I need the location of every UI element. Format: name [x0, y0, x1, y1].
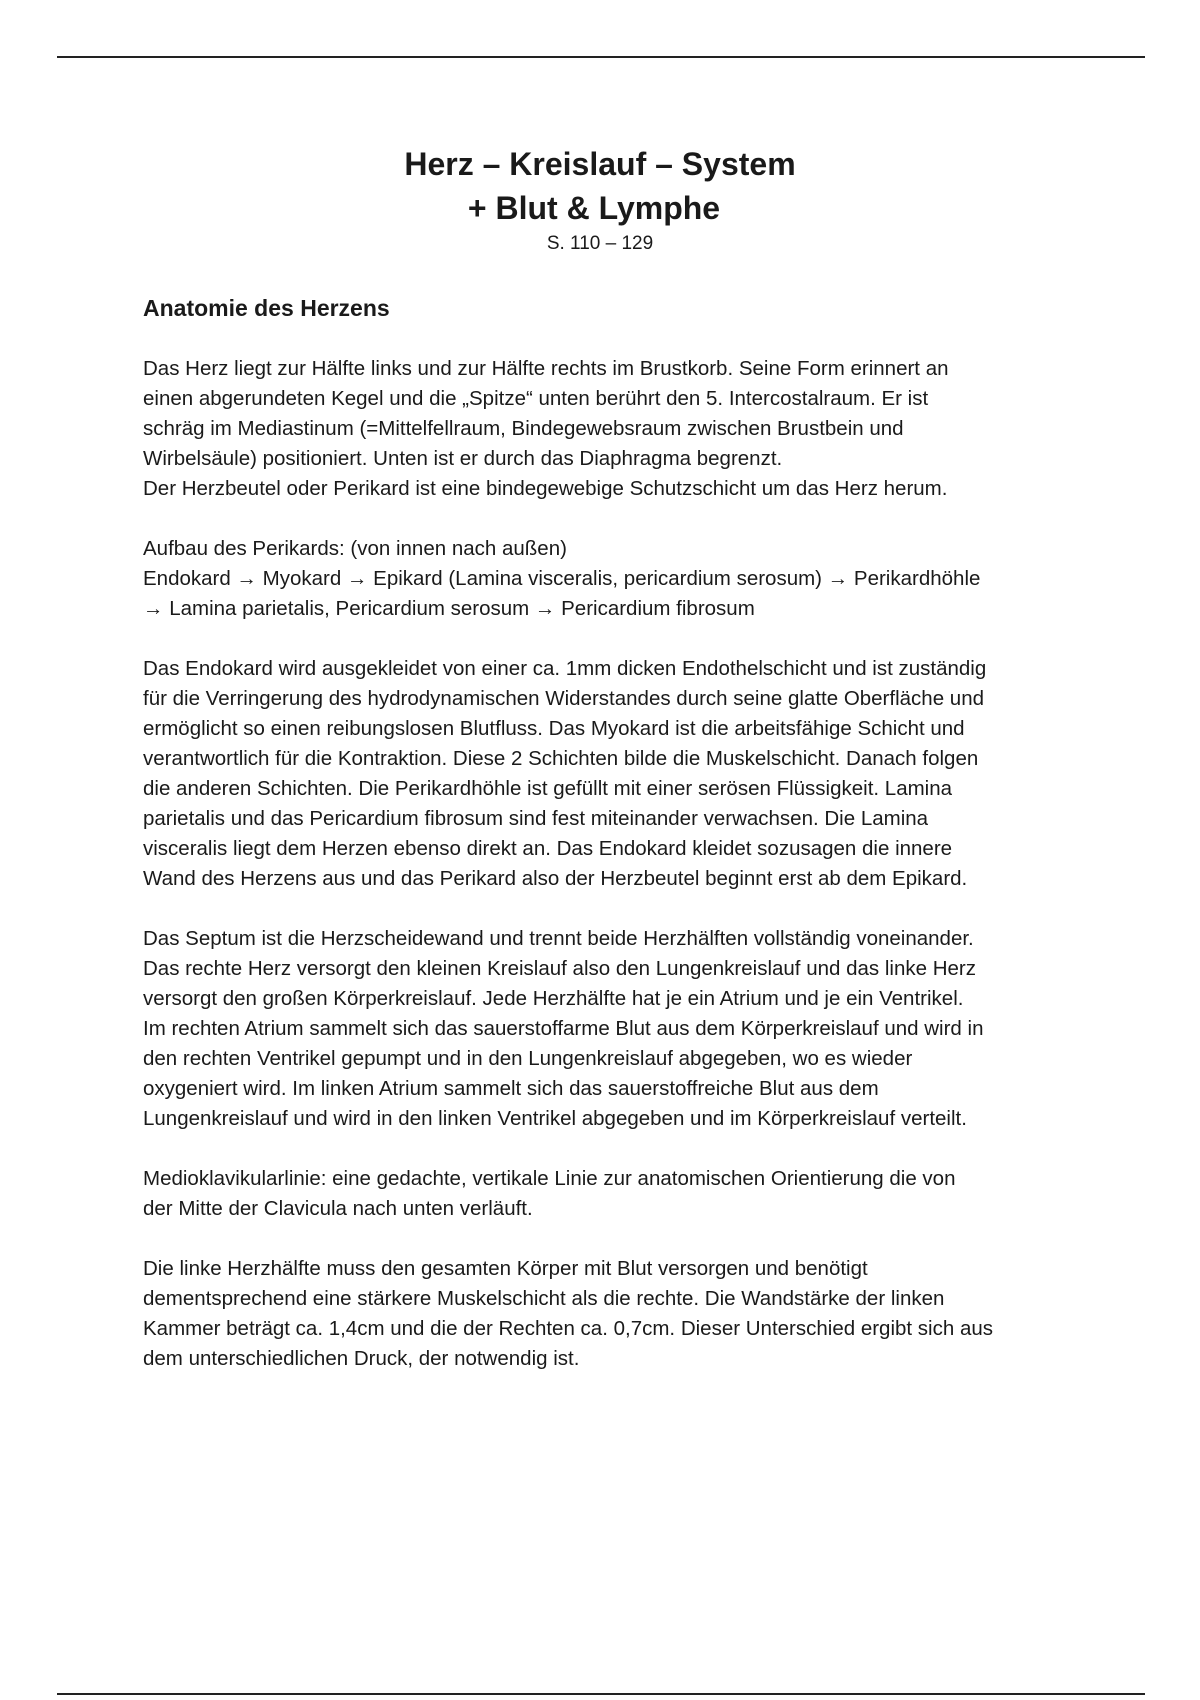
text-line: den rechten Ventrikel gepumpt und in den Lungenkreislauf abgegeben, wo es wieder	[143, 1047, 913, 1070]
text-line: Der Herzbeutel oder Perikard ist eine bindegewebige Schutzschicht um das Herz herum.	[143, 477, 948, 500]
document-body	[143, 292, 1063, 1404]
bottom-rule	[57, 1693, 1145, 1695]
text-line: Endokard → Myokard → Epikard (Lamina visceralis, pericardium serosum) → Perikardhöhle	[143, 567, 981, 590]
text-line: verantwortlich für die Kontraktion. Diese 2 Schichten bilde die Muskelschicht. Danach folgen	[143, 747, 979, 770]
text-line: → Lamina parietalis, Pericardium serosum → Pericardium fibrosum	[143, 597, 755, 620]
text-line: einen abgerundeten Kegel und die „Spitze“ unten berührt den 5. Intercostalraum. Er ist	[143, 387, 929, 410]
text-line: parietalis und das Pericardium fibrosum sind fest miteinander verwachsen. Die Lamina	[143, 807, 929, 830]
text-line: Aufbau des Perikards: (von innen nach außen)	[143, 537, 567, 560]
title-block	[0, 142, 1200, 258]
text-line: versorgt den großen Körperkreislauf. Jede Herzhälfte hat je ein Atrium und je ein Ventrikel.	[143, 987, 964, 1010]
paragraph-endokard	[143, 654, 1063, 894]
paragraph-medioklavikularlinie	[143, 1164, 1063, 1224]
top-rule	[57, 56, 1145, 58]
text-line: für die Verringerung des hydrodynamischen Widerstandes durch seine glatte Oberfläche und	[143, 687, 984, 710]
text-line: Im rechten Atrium sammelt sich das sauerstoffarme Blut aus dem Körperkreislauf und wird in	[143, 1017, 984, 1040]
text-line: dementsprechend eine stärkere Muskelschicht als die rechte. Die Wandstärke der linken	[143, 1287, 945, 1310]
text-line: Lungenkreislauf und wird in den linken Ventrikel abgegeben und im Körperkreislauf verteilt.	[143, 1107, 967, 1130]
document-title: Herz – Kreislauf – System	[404, 146, 796, 182]
paragraph-aufbau	[143, 534, 1063, 624]
text-line: oxygeniert wird. Im linken Atrium sammelt sich das sauerstoffreiche Blut aus dem	[143, 1077, 879, 1100]
text-line: Das Herz liegt zur Hälfte links und zur Hälfte rechts im Brustkorb. Seine Form erinnert an	[143, 357, 949, 380]
text-line: Wirbelsäule) positioniert. Unten ist er durch das Diaphragma begrenzt.	[143, 447, 783, 470]
paragraph-septum	[143, 924, 1063, 1134]
text-line: dem unterschiedlichen Druck, der notwendig ist.	[143, 1347, 580, 1370]
paragraph-wandstaerke	[143, 1254, 1063, 1374]
text-line: Kammer beträgt ca. 1,4cm und die der Rechten ca. 0,7cm. Dieser Unterschied ergibt sich aus	[143, 1317, 994, 1340]
section-heading: Anatomie des Herzens	[143, 295, 390, 321]
text-line: Medioklavikularlinie: eine gedachte, vertikale Linie zur anatomischen Orientierung die von	[143, 1167, 956, 1190]
page-range: S. 110 – 129	[546, 233, 654, 254]
text-line: der Mitte der Clavicula nach unten verläuft.	[143, 1197, 533, 1220]
text-line: Das Endokard wird ausgekleidet von einer ca. 1mm dicken Endothelschicht und ist zuständig	[143, 657, 987, 680]
document-subtitle: + Blut & Lymphe	[467, 190, 721, 226]
text-line: visceralis liegt dem Herzen ebenso direkt an. Das Endokard kleidet sozusagen die innere	[143, 837, 953, 860]
text-line: schräg im Mediastinum (=Mittelfellraum, Bindegewebsraum zwischen Brustbein und	[143, 417, 904, 440]
text-line: ermöglicht so einen reibungslosen Blutfluss. Das Myokard ist die arbeitsfähige Schicht und	[143, 717, 965, 740]
text-line: die anderen Schichten. Die Perikardhöhle ist gefüllt mit einer serösen Flüssigkeit. Lamina	[143, 777, 953, 800]
text-line: Das rechte Herz versorgt den kleinen Kreislauf also den Lungenkreislauf und das linke Herz	[143, 957, 976, 980]
text-line: Wand des Herzens aus und das Perikard also der Herzbeutel beginnt erst ab dem Epikard.	[143, 867, 968, 890]
paragraph-lage	[143, 354, 1063, 504]
text-line: Das Septum ist die Herzscheidewand und trennt beide Herzhälften vollständig voneinander.	[143, 927, 974, 950]
text-line: Die linke Herzhälfte muss den gesamten Körper mit Blut versorgen und benötigt	[143, 1257, 868, 1280]
